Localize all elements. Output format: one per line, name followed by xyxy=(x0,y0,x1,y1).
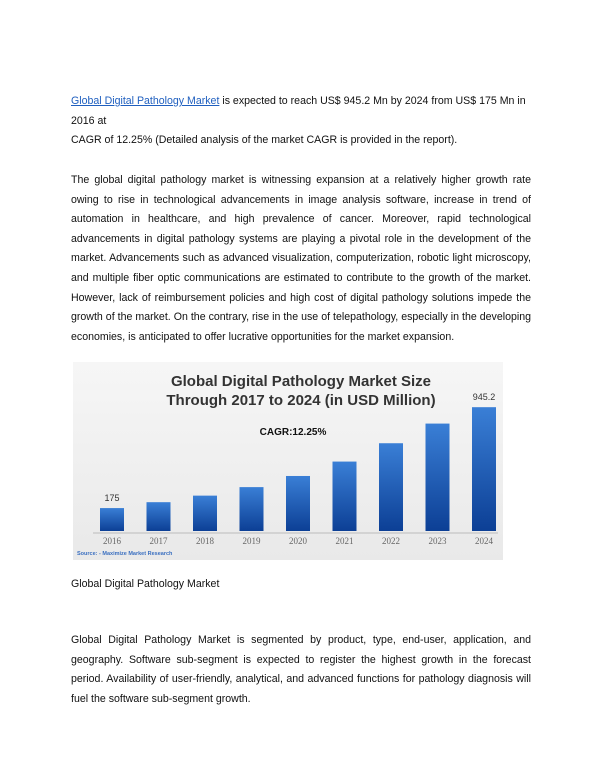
x-tick-labels xyxy=(103,536,494,546)
cagr-annotation: CAGR:12.25% xyxy=(259,427,327,438)
bar-2023 xyxy=(426,424,450,531)
bar-2018 xyxy=(193,496,217,531)
chart-source: Source: - Maximize Market Research xyxy=(77,551,173,557)
market-size-chart xyxy=(73,362,503,560)
intro-paragraph xyxy=(71,92,531,151)
chart-title-line2: Through 2017 to 2024 (in USD Million) xyxy=(166,392,436,409)
x-tick-label-2017: 2017 xyxy=(149,536,168,546)
x-tick-label-2023: 2023 xyxy=(428,536,447,546)
bar-2024 xyxy=(472,407,496,531)
bar-2022 xyxy=(379,443,403,531)
chart-caption: Global Digital Pathology Market xyxy=(71,578,220,590)
x-tick-label-2022: 2022 xyxy=(382,536,400,546)
bar-2017 xyxy=(147,502,171,531)
chart-title-line1: Global Digital Pathology Market Size xyxy=(170,373,432,390)
x-tick-label-2020: 2020 xyxy=(289,536,307,546)
bar-2016 xyxy=(100,508,124,531)
segmentation-paragraph: Global Digital Pathology Market is segmented by product, type, end-user, application, and geography. Software sub-segment is expected to register the highest growth in the forecast period. Availability of user-friendly, analytical, and advanced functions for pathology diagnosis will fuel the software sub-segment growth. xyxy=(71,634,531,705)
bar-2019 xyxy=(240,487,264,531)
x-tick-label-2019: 2019 xyxy=(242,536,261,546)
x-tick-label-2018: 2018 xyxy=(196,536,214,546)
intro-text-line2: CAGR of 12.25% (Detailed analysis of the market CAGR is provided in the report). xyxy=(71,134,458,147)
intro-text-line1: is expected to reach US$ 945.2 Mn by 2024 from US$ 175 Mn in 2016 at xyxy=(71,95,526,127)
x-tick-label-2024: 2024 xyxy=(475,536,493,546)
x-tick-label-2021: 2021 xyxy=(335,536,354,546)
bar-2021 xyxy=(333,462,357,531)
market-report-link[interactable]: Global Digital Pathology Market xyxy=(71,95,220,107)
data-label-2024: 945.2 xyxy=(472,392,496,403)
data-label-2016: 175 xyxy=(104,493,120,504)
bar-2020 xyxy=(286,476,310,531)
x-tick-label-2016: 2016 xyxy=(103,536,121,546)
market-overview-paragraph: The global digital pathology market is witnessing expansion at a relatively higher growth rate owing to rise in technological advancements in image analysis software, increase in trend of automation in healthcare, and high prevalence of cancer. Moreover, rapid technological advancements in digital pathology systems are playing a pivotal role in the development of the market. Advancements such as advanced visualization, computerization, robotic light microscopy, and multiple fiber optic communications are estimated to contribute to the growth of the market. However, lack of reimbursement policies and high cost of digital pathology solutions impede the growth of the market. On the contrary, rise in the use of telepathology, especially in the developing economies, is anticipated to offer lucrative opportunities for the market expansion. xyxy=(71,174,531,343)
